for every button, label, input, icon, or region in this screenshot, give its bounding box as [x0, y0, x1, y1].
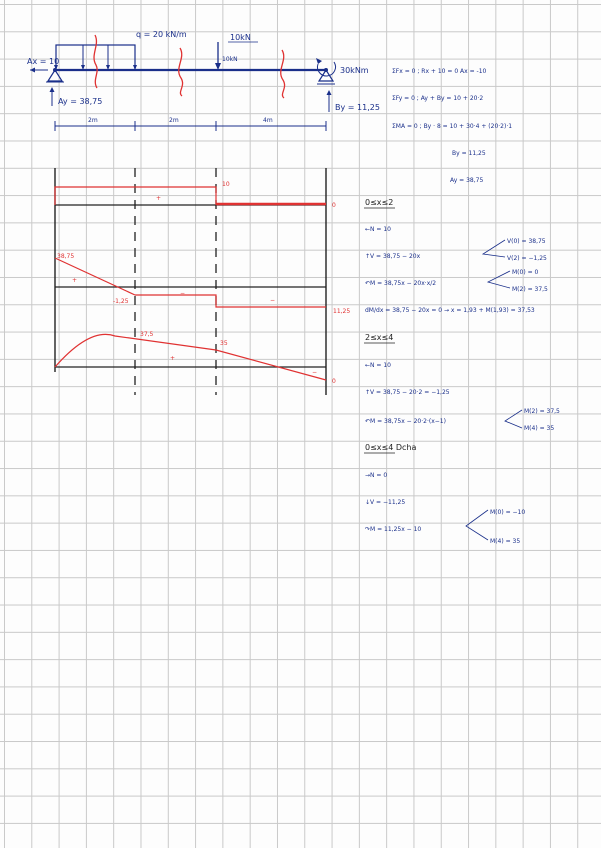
sec3-m-brace — [466, 510, 488, 540]
sec2-m: ↶M = 38,75x − 20·2·(x−1) — [365, 418, 446, 425]
sec1-m0: M(0) = 0 — [512, 269, 539, 276]
dimension-label-1: 2m — [88, 117, 98, 124]
sec2-m2: M(2) = 37,5 — [524, 408, 560, 415]
n-top-label: 10 — [222, 181, 230, 188]
m-end-label: 0 — [332, 378, 336, 385]
sec1-n: ←N = 10 — [365, 226, 391, 233]
sec3-m0: M(0) = −10 — [490, 509, 526, 516]
section-3 — [364, 443, 525, 545]
m-mid-label: 35 — [220, 340, 228, 347]
dimension-label-3: 4m — [263, 117, 273, 124]
sec1-m2: M(2) = 37,5 — [512, 286, 548, 293]
q-label: q = 20 kN/m — [136, 30, 187, 39]
n-plus-sign: + — [156, 195, 162, 202]
v-diagram-steps — [135, 295, 326, 307]
sec2-m-brace — [505, 410, 522, 428]
internal-force-diagrams — [55, 168, 350, 395]
sec1-v0: V(0) = 38,75 — [507, 238, 546, 245]
by-label: By = 11,25 — [335, 103, 380, 112]
section-cut-1 — [94, 35, 97, 88]
sec1-dm: dM/dx = 38,75 − 20x = 0 → x = 1,93 + M(1,93) = 37,53 — [365, 307, 535, 314]
point-load-sub: 10kN — [222, 56, 238, 63]
sec3-m4: M(4) = 35 — [490, 538, 521, 545]
sec1-v2: V(2) = −1,25 — [507, 255, 547, 262]
sec1-v-brace — [483, 240, 505, 257]
v-diagram-slope — [55, 258, 135, 295]
m-plus-sign: + — [170, 355, 176, 362]
moment-arrow-head — [316, 58, 322, 64]
sec2-n: ←N = 10 — [365, 362, 391, 369]
section-2 — [364, 333, 560, 432]
sec3-m: ↷M = 11,25x − 10 — [365, 526, 422, 533]
eq-fy: ΣFy = 0 ; Ay + By = 10 + 20·2 — [392, 95, 484, 102]
ax-label: Ax = 10 — [27, 57, 60, 66]
m-minus-sign: − — [312, 369, 318, 376]
section-cut-2 — [179, 48, 183, 96]
section-cut-3 — [281, 50, 285, 98]
dimension-label-2: 2m — [169, 117, 179, 124]
sec2-title: 2≤x≤4 — [365, 333, 394, 342]
section-1 — [364, 198, 548, 314]
v-start-label: 38,75 — [57, 253, 75, 260]
v-minus-sign-1: − — [180, 290, 186, 297]
eq-ay: Ay = 38,75 — [450, 177, 484, 184]
ax-arrow-head — [30, 68, 35, 73]
n-zero-label: 0 — [332, 202, 336, 209]
sec3-v: ↓V = −11,25 — [365, 499, 406, 506]
eq-by: By = 11,25 — [452, 150, 486, 157]
sec1-v: ↑V = 38,75 − 20x — [365, 253, 421, 260]
point-load-label: 10kN — [230, 33, 251, 42]
eq-ma: ΣMA = 0 ; By · 8 = 10 + 30·4 + (20·2)·1 — [392, 123, 513, 130]
sec1-title: 0≤x≤2 — [365, 198, 394, 207]
sec1-m-brace — [488, 271, 510, 288]
v-mid-label: -1,25 — [113, 298, 129, 305]
m-diagram — [55, 334, 326, 380]
ay-label: Ay = 38,75 — [58, 97, 103, 106]
sec3-title: 0≤x≤4 Dcha — [365, 443, 417, 452]
sec2-m4: M(4) = 35 — [524, 425, 555, 432]
moment-label: 30kNm — [340, 66, 369, 75]
equilibrium-equations — [392, 68, 512, 184]
beam-sketch — [27, 30, 380, 131]
v-minus-sign-2: − — [270, 297, 276, 304]
eq-fx: ΣFx = 0 ; Rx + 10 = 0 Ax = -10 — [392, 68, 487, 75]
sec3-n: →N = 0 — [365, 472, 388, 479]
sec2-v: ↑V = 38,75 − 20·2 = −1,25 — [365, 389, 450, 396]
ay-arrow-head — [50, 87, 55, 92]
v-end-label: 11,25 — [333, 308, 351, 315]
by-arrow-head — [327, 90, 332, 95]
v-plus-sign: + — [72, 277, 78, 284]
sec1-m: ↶M = 38,75x − 20x·x/2 — [365, 280, 437, 287]
m-peak-label: 37,5 — [140, 331, 154, 338]
pin-right — [324, 68, 328, 72]
pin-left — [53, 68, 57, 72]
